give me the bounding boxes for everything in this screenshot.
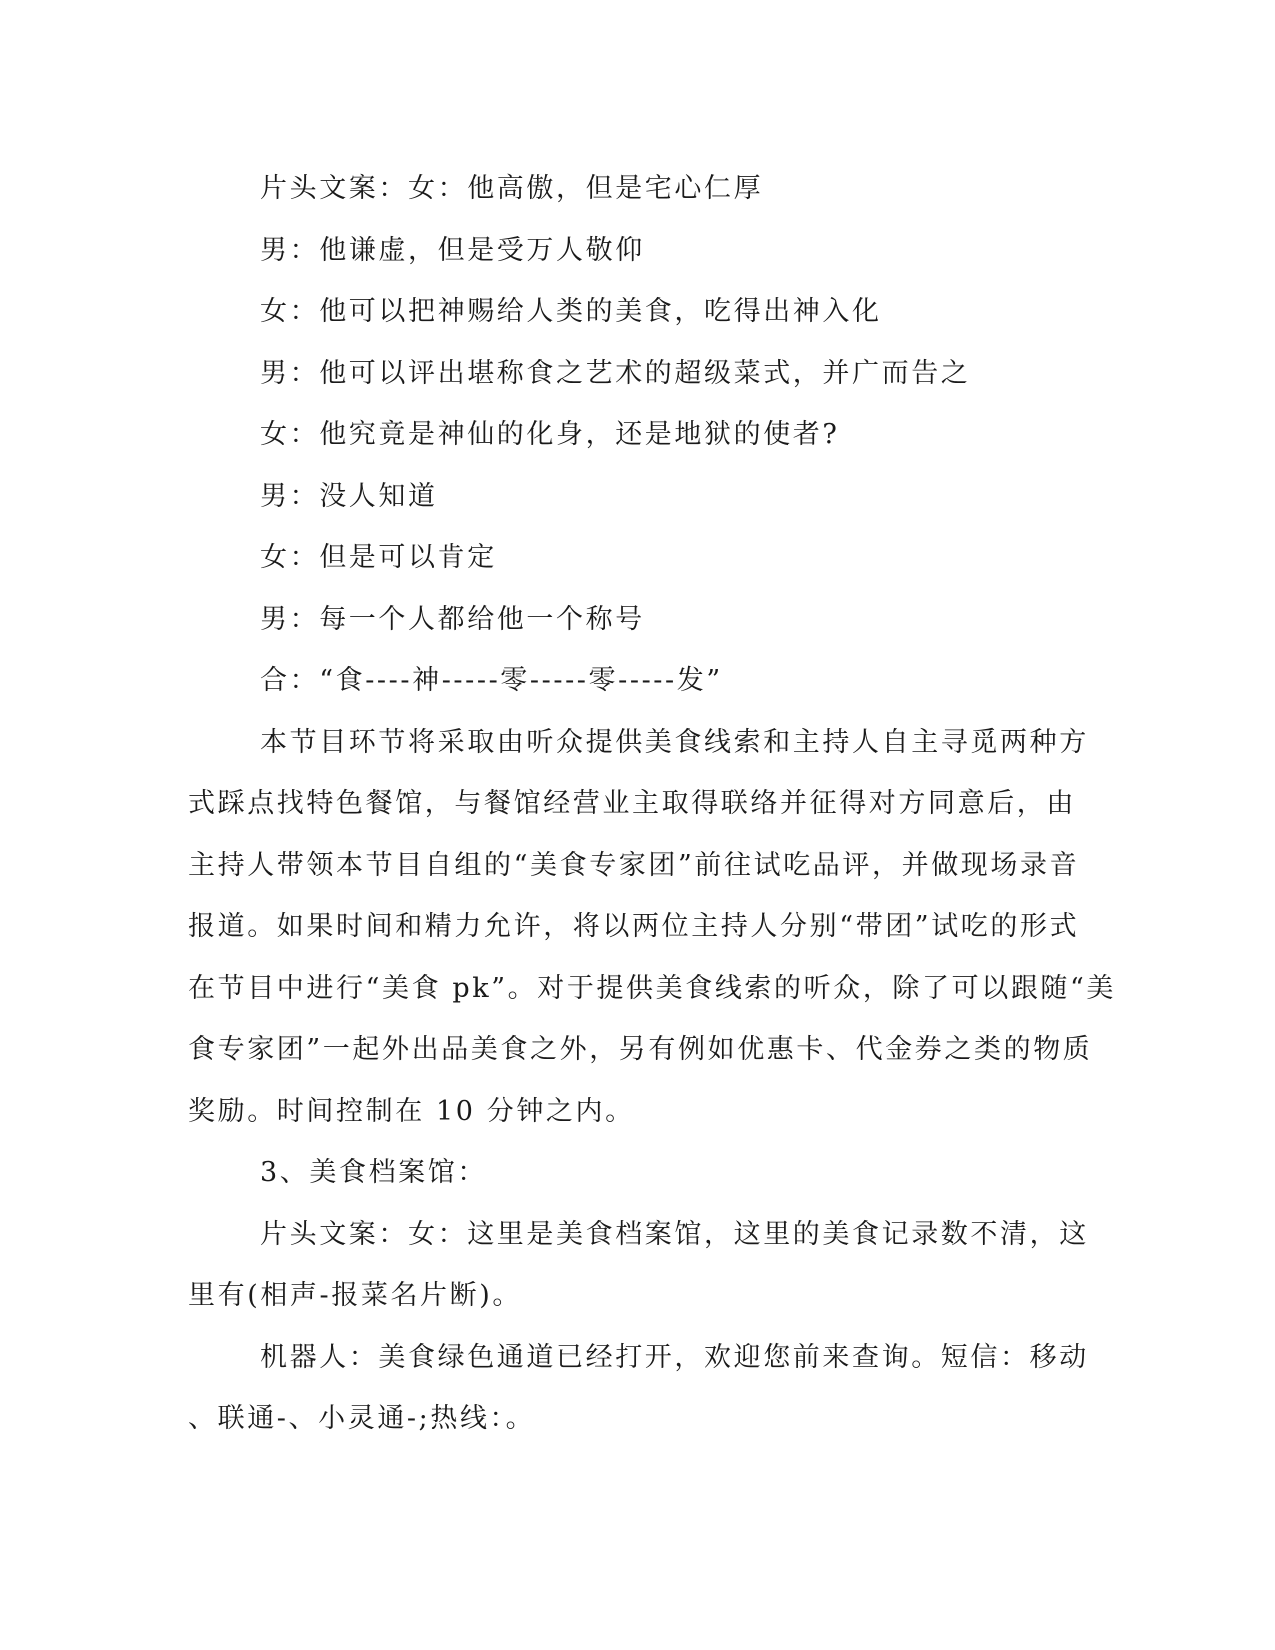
paragraph-line: 式踩点找特色餐馆，与餐馆经营业主取得联络并征得对方同意后，由 xyxy=(188,788,1076,819)
paragraph-line: 奖励。时间控制在 10 分钟之内。 xyxy=(188,1095,635,1127)
paragraph-line: 本节目环节将采取由听众提供美食线索和主持人自主寻觅两种方 xyxy=(260,726,1089,758)
paragraph-line: 食专家团”一起外出品美食之外，另有例如优惠卡、代金券之类的物质 xyxy=(188,1034,1093,1065)
section-heading: 3、美食档案馆： xyxy=(260,1157,487,1188)
paragraph-line: 主持人带领本节目自组的“美食专家团”前往试吃品评，并做现场录音 xyxy=(188,849,1080,881)
document-body xyxy=(188,158,1117,1450)
script-line: 女：他可以把神赐给人类的美食，吃得出神入化 xyxy=(260,296,882,327)
paragraph-line: 在节目中进行“美食 pk”。对于提供美食线索的听众，除了可以跟随“美 xyxy=(188,972,1117,1004)
script-line: 女：但是可以肯定 xyxy=(260,542,497,573)
paragraph-line: 片头文案：女：这里是美食档案馆，这里的美食记录数不清，这 xyxy=(260,1218,1089,1250)
paragraph-line: 报道。如果时间和精力允许，将以两位主持人分别“带团”试吃的形式 xyxy=(188,911,1080,942)
script-line: 男：他可以评出堪称食之艺术的超级菜式，并广而告之 xyxy=(260,357,971,389)
paragraph-line: 、联通-、小灵通-;热线：。 xyxy=(188,1403,536,1434)
script-line: 女：他究竟是神仙的化身，还是地狱的使者? xyxy=(260,419,840,450)
script-line: 片头文案：女：他高傲，但是宅心仁厚 xyxy=(260,173,764,204)
script-line: 男：每一个人都给他一个称号 xyxy=(260,603,645,635)
paragraph-line: 机器人：美食绿色通道已经打开，欢迎您前来查询。短信：移动 xyxy=(260,1341,1089,1373)
paragraph-line: 里有(相声-报菜名片断)。 xyxy=(188,1280,522,1311)
script-line: 男：没人知道 xyxy=(260,480,438,512)
script-line: 男：他谦虚，但是受万人敬仰 xyxy=(260,234,645,266)
script-line: 合：“食----神-----零-----零-----发” xyxy=(260,665,723,696)
